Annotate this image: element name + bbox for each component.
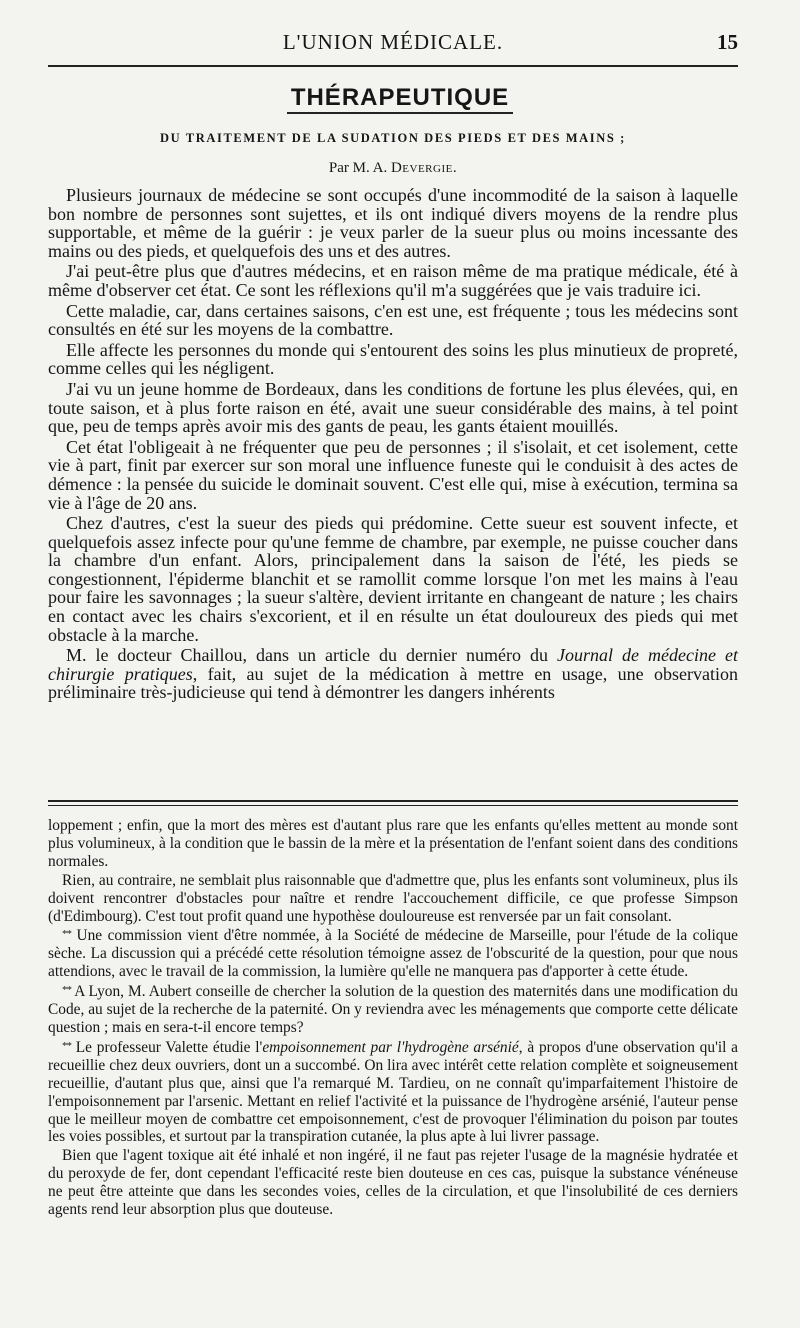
section-divider [48, 800, 738, 806]
article-paragraph: Elle affecte les personnes du monde qui s'entourent des soins les plus minutieux de propreté, comme celles qui les négligent. [48, 339, 738, 379]
running-title: L'UNION MÉDICALE. [282, 30, 504, 54]
section-title: THÉRAPEUTIQUE [287, 84, 513, 114]
article-paragraph-last [48, 646, 738, 702]
note-item [48, 982, 738, 1037]
article-body [48, 186, 738, 704]
section-heading [0, 84, 800, 112]
article-paragraph: J'ai peut-être plus que d'autres médecins, et en raison même de ma pratique médicale, été à même d'observer cet état. Ce sont les réflexions qu'il m'a suggérées que je vais traduire ici. [48, 261, 738, 300]
text-run: M. le docteur Chaillou, dans un article du dernier numéro du [66, 645, 558, 666]
page-number: 15 [717, 30, 738, 54]
news-notes [48, 817, 738, 1220]
note-paragraph: loppement ; enfin, que la mort des mères est d'autant plus rare que les enfants qu'elles mettent au monde sont plus volumineux, à la condition que le bassin de la mère et la présentation de l'enfant soient dans des conditions normales. [48, 817, 738, 870]
article-paragraph: Cette maladie, car, dans certaines saisons, c'en est une, est fréquente ; tous les médecins sont consultés en été sur les moyens de la combattre. [48, 300, 738, 340]
article-paragraph: Cet état l'obligeait à ne fréquenter que peu de personnes ; il s'isolait, et cet isolement, cette vie à part, finit par exercer sur son moral une influence funeste qui le conduisit à des actes de démence : la pensée du suicide le dominait souvent. C'est elle qui, mise à exécution, termina sa vie à l'âge de 20 ans. [48, 436, 738, 513]
byline-author: Devergie. [390, 160, 458, 176]
note-item [48, 926, 738, 981]
asterism-mark: ** [62, 928, 71, 941]
header-rule [48, 65, 738, 67]
journal-name: Journal de médecine et chirurgie pratiques [48, 645, 738, 684]
asterism-mark: ** [62, 1039, 71, 1052]
article-title: DU TRAITEMENT DE LA SUDATION DES PIEDS ET DES MAINS ; [160, 131, 626, 145]
text-run: A Lyon, M. Aubert conseille de chercher la solution de la question des maternités dans une modification du Code, au sujet de la recherche de la paternité. On y reviendra avec les ménagements que comporte cette délicate question ; mais en sera-t-il encore temps? [48, 983, 738, 1036]
asterism-mark: ** [62, 984, 71, 997]
running-header [48, 26, 738, 56]
article-paragraph: Plusieurs journaux de médecine se sont occupés d'une incommodité de la saison à laquelle bon nombre de personnes sont sujettes, et ils ont indiqué divers moyens de la rendre plus supportable, et même de la guérir : je veux parler de la sueur plus ou moins incessante des mains ou des pieds, et quelquefois des uns et des autres. [48, 185, 738, 261]
note-paragraph: Rien, au contraire, ne semblait plus raisonnable que d'admettre que, plus les enfants sont volumineux, plus ils doivent rencontrer d'obstacles pour naître et rendre l'accouchement difficile, ce que professe Simpson (d'Edimbourg). C'est tout profit quand une hypothèse douloureuse est renversée par un fait consolant. [48, 871, 738, 925]
article-paragraph: J'ai vu un jeune homme de Bordeaux, dans les conditions de fortune les plus élevées, qui, en toute saison, et à plus forte raison en été, avait une sueur considérable des mains, à tel point que, peu de temps après avoir mis des gants de peau, les gants étaient mouillés. [48, 378, 738, 437]
byline [48, 160, 738, 177]
text-run: , fait, au sujet de la médication à mettre en usage, une observation préliminaire très-judicieuse qui tend à démontrer les dangers inhérents [48, 663, 738, 703]
note-item [48, 1038, 738, 1146]
article-paragraph: Chez d'autres, c'est la sueur des pieds qui prédomine. Cette sueur est souvent infecte, et quelquefois assez infecte pour qu'une femme de chambre, par exemple, ne puisse coucher dans la chambre d'un enfant. Alors, principalement dans la saison de l'été, les pieds se congestionnent, l'épiderme blanchit et se ramollit comme lorsque l'on met les mains à l'eau pour faire les savonnages ; la sueur s'altère, devient irritante en changeant de nature ; les chairs en contact avec les chairs s'excorient, et il en résulte un état douloureux des pieds qui met obstacle à la marche. [48, 513, 738, 645]
text-run: Le professeur Valette étudie l' [75, 1038, 263, 1056]
byline-prefix: Par M. A. [328, 160, 388, 176]
text-run: , à propos d'une observation qu'il a recueillie chez deux ouvriers, dont un a succombé. On lira avec intérêt cette relation complète et soigneusement recueillie, d'autant plus que, ainsi que l'a remarqué M. Tardieu, on ne connaît qu'imparfaitement l'histoire de l'empoisonnement par l'arsenic. Mettant en relief l'activité et la puissance de l'hydrogène arsénié, l'auteur pense que le meilleur moyen de combattre cet empoisonnement, c'est de provoquer l'élimination du poison par toutes les voies possibles, et surtout par la transpiration cutanée, la plus apte à lui livrer passage. [48, 1038, 738, 1146]
text-run: Une commission vient d'être nommée, à la Société de médecine de Marseille, pour l'étude de la colique sèche. La discussion qui a précédé cette résolution témoigne assez de l'obscurité de la question, pour que nous attendions, avec le travail de la commission, la lumière qu'elle ne manquera pas d'apporter à cette étude. [48, 927, 738, 981]
italic-phrase: empoisonnement par l'hydrogène arsénié [262, 1038, 519, 1056]
note-paragraph: Bien que l'agent toxique ait été inhalé et non ingéré, il ne faut pas rejeter l'usage de la magnésie hydratée et du peroxyde de fer, dont cependant l'efficacité reste bien douteuse en ces cas, puisque la substance vénéneuse ne peut être atteinte que dans les secondes voies, celles de la circulation, et que l'insolubilité de ces derniers agents rend leur absorption plus que douteuse. [48, 1147, 738, 1219]
